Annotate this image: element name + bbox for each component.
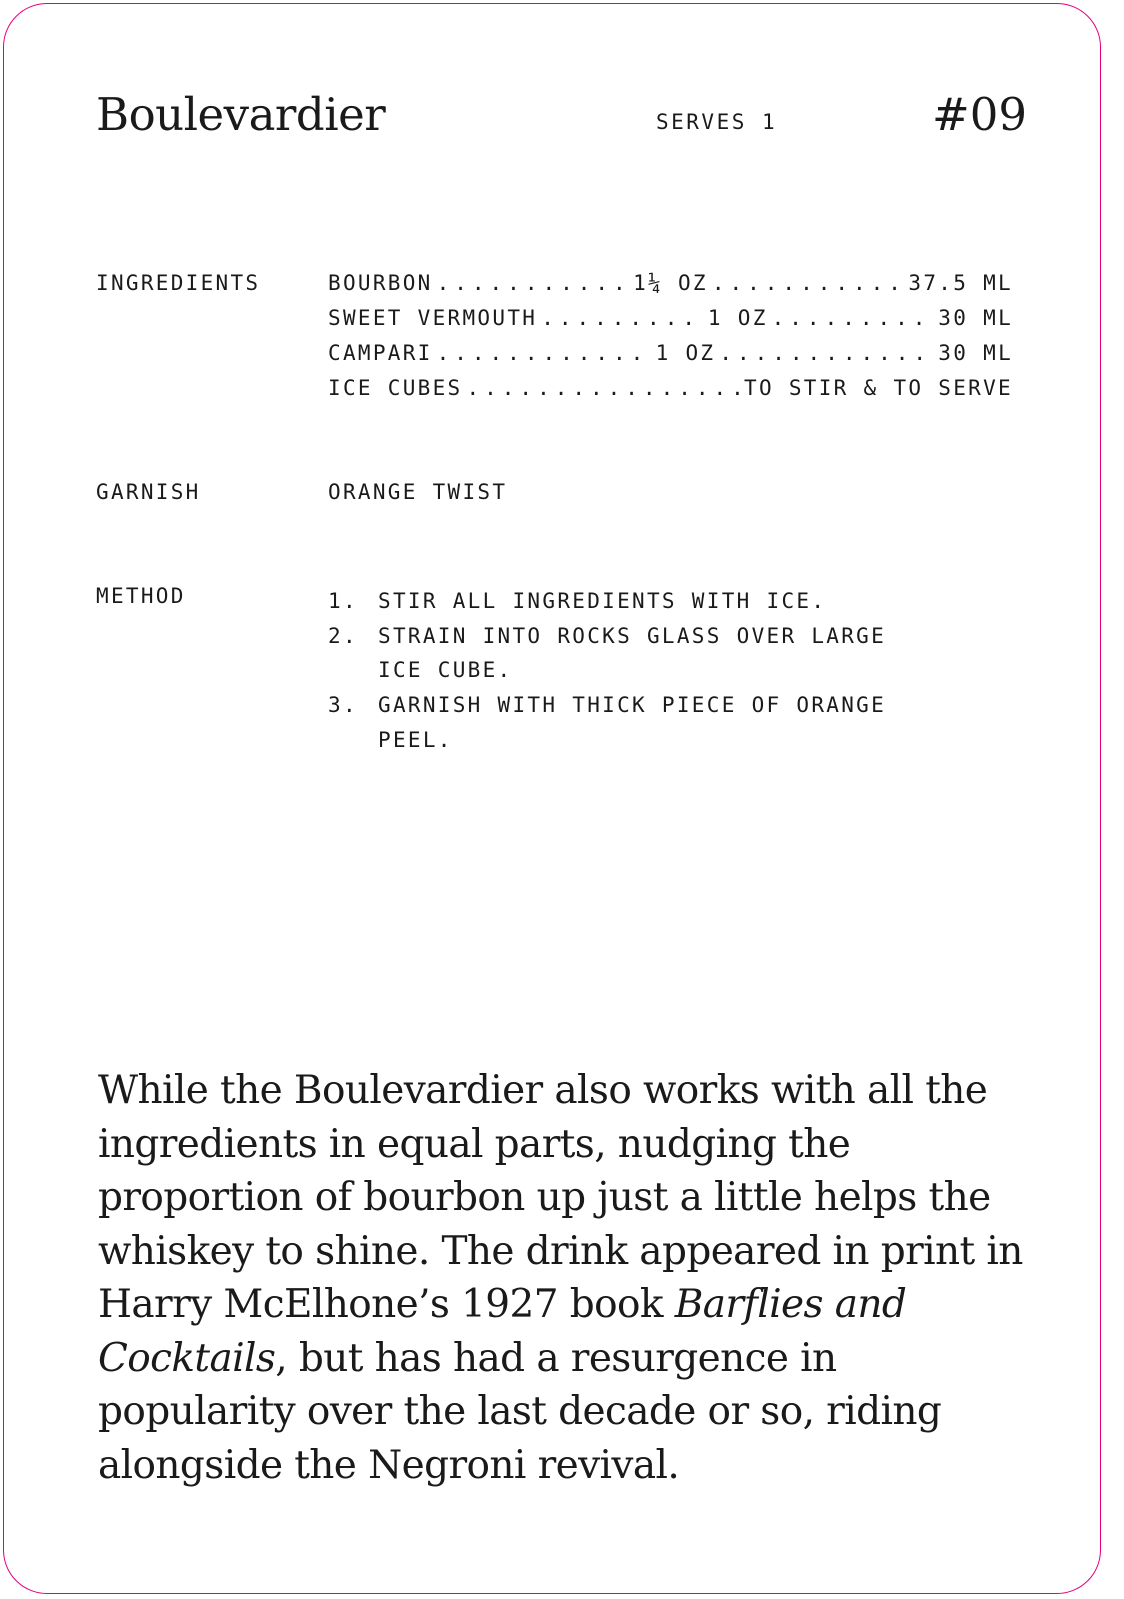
ingredient-name: ICE CUBES: [328, 376, 463, 400]
garnish-label: GARNISH: [96, 480, 201, 504]
method-step: [328, 584, 888, 619]
leader-dots: [712, 271, 905, 295]
step-text: GARNISH WITH THICK PIECE OF ORANGE PEEL.: [378, 693, 887, 752]
leader-dots: [541, 306, 704, 330]
step-number: 3.: [328, 693, 358, 718]
ingredients-list: [328, 271, 1013, 411]
ingredient-amount: TO STIR & TO SERVE: [744, 376, 1013, 400]
recipe-card: [3, 3, 1101, 1594]
ingredients-label: INGREDIENTS: [96, 271, 261, 295]
recipe-description: [98, 1064, 1038, 1492]
ingredient-name: CAMPARI: [328, 341, 433, 365]
recipe-title: Boulevardier: [96, 88, 386, 141]
method-step: [328, 619, 888, 688]
ingredient-row: [328, 341, 1013, 376]
step-number: 1.: [328, 589, 358, 613]
leader-dots: [437, 271, 630, 295]
ingredient-row: [328, 271, 1013, 306]
ingredient-metric: 30 ML: [938, 341, 1014, 365]
ingredient-metric: 30 ML: [938, 306, 1014, 330]
recipe-number: #09: [932, 88, 1027, 141]
ingredient-name: SWEET VERMOUTH: [328, 306, 538, 330]
book-title: Barflies and Cocktails: [98, 1282, 907, 1381]
leader-dots: [437, 341, 652, 365]
leader-dots: [719, 341, 934, 365]
ingredient-imperial: 1 OZ: [655, 341, 716, 365]
description-text: While the Boulevardier also works with all the ingredients in equal parts, nudging the proportion of bourbon up just a little helps the whiskey to shine. The drink appeared in print in Harry McElhone’s 1927 book: [98, 1068, 1023, 1327]
step-number: 2.: [328, 623, 358, 648]
leader-dots: [772, 306, 935, 330]
garnish-value: ORANGE TWIST: [328, 480, 508, 504]
serves-count: SERVES 1: [656, 110, 778, 134]
ingredient-imperial: 1 OZ: [707, 306, 768, 330]
ingredient-imperial: 1¼ OZ: [633, 271, 708, 295]
method-list: [328, 584, 888, 758]
method-step: [328, 688, 888, 757]
ingredient-row: [328, 376, 1013, 411]
step-text: STRAIN INTO ROCKS GLASS OVER LARGE ICE CUBE.: [378, 623, 887, 683]
method-label: METHOD: [96, 584, 186, 608]
ingredient-row: [328, 306, 1013, 341]
ingredient-name: BOURBON: [328, 271, 433, 295]
leader-dots: [467, 376, 741, 400]
step-text: STIR ALL INGREDIENTS WITH ICE.: [378, 589, 827, 613]
ingredient-metric: 37.5 ML: [908, 271, 1013, 295]
description-text: , but has had a resurgence in popularity over the last decade or so, riding alongside the Negroni revival.: [98, 1335, 942, 1488]
